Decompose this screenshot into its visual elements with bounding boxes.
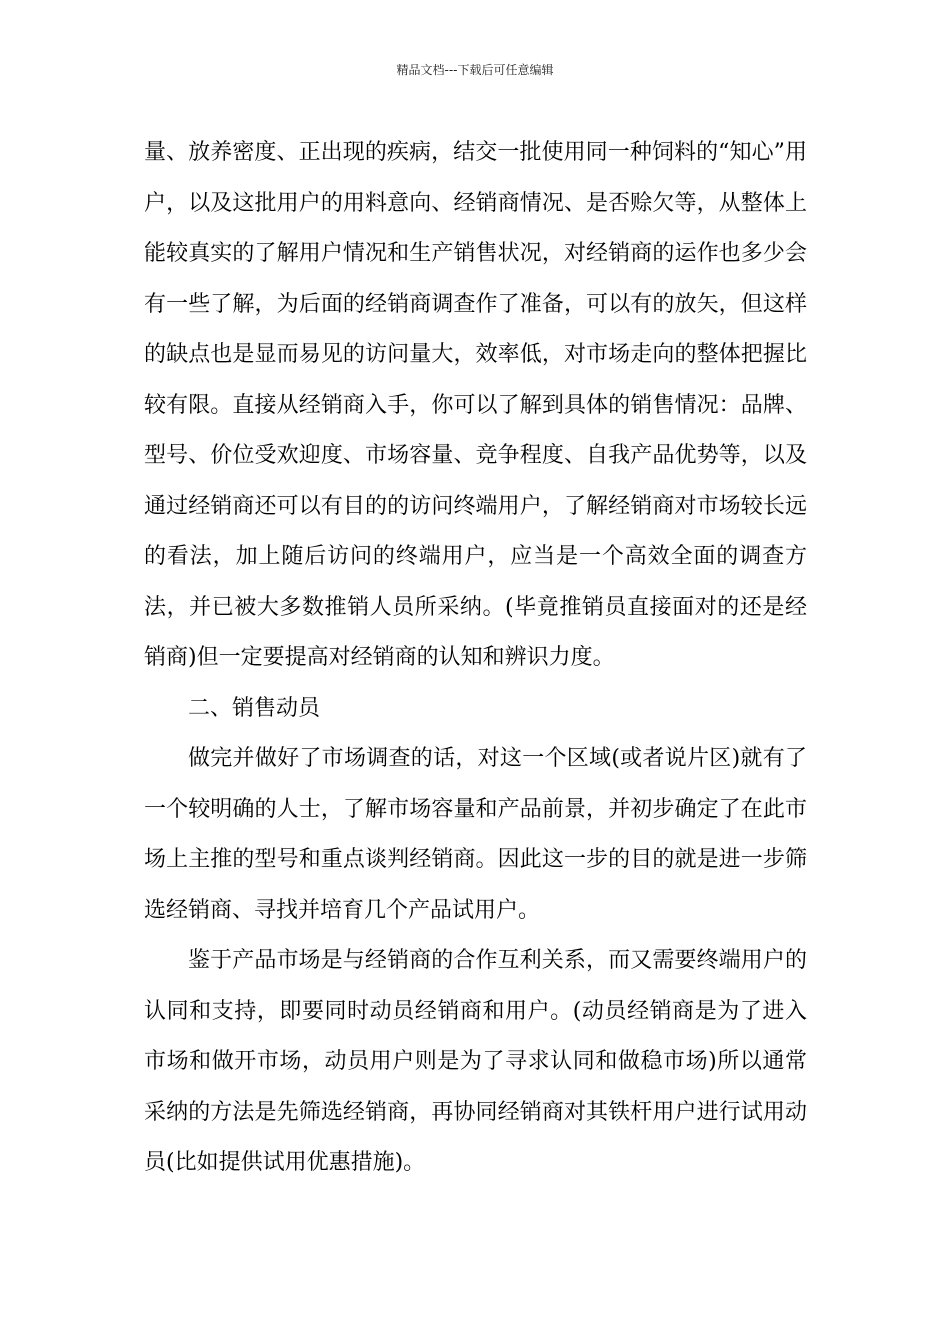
paragraph-after-survey: 做完并做好了市场调查的话，对这一个区域(或者说片区)就有了一个较明确的人士，了解市场容量和产品前景，并初步确定了在此市场上主推的型号和重点谈判经销商。因此这一步的目的就是进一步筛选经销商、寻找并培育几个产品试用户。 [144,746,807,923]
page-header: 精品文档---下载后可任意编辑 [396,63,554,77]
paragraph-mobilize-dealers-users: 鉴于产品市场是与经销商的合作互利关系，而又需要终端用户的认同和支持，即要同时动员经销商和用户。(动员经销商是为了进入市场和做开市场，动员用户则是为了寻求认同和做稳市场)所以通常采纳的方法是先筛选经销商，再协同经销商对其铁杆用户进行试用动员(比如提供试用优惠措施)。 [144,948,807,1175]
paragraph-market-survey-continued: 量、放养密度、正出现的疾病，结交一批使用同一种饲料的“知心”用户，以及这批用户的用料意向、经销商情况、是否赊欠等，从整体上能较真实的了解用户情况和生产销售状况，对经销商的运作也多少会有一些了解，为后面的经销商调查作了准备，可以有的放矢，但这样的缺点也是显而易见的访问量大，效率低，对市场走向的整体把握比较有限。直接从经销商入手，你可以了解到具体的销售情况：品牌、型号、价位受欢迎度、市场容量、竞争程度、自我产品优势等，以及通过经销商还可以有目的的访问终端用户，了解经销商对市场较长远的看法，加上随后访问的终端用户，应当是一个高效全面的调查方法，并已被大多数推销人员所采纳。(毕竟推销员直接面对的还是经销商)但一定要提高对经销商的认知和辨识力度。 [144,140,807,670]
section-heading-sales-mobilization: 二、销售动员 [188,695,321,721]
document-body [144,128,807,1189]
